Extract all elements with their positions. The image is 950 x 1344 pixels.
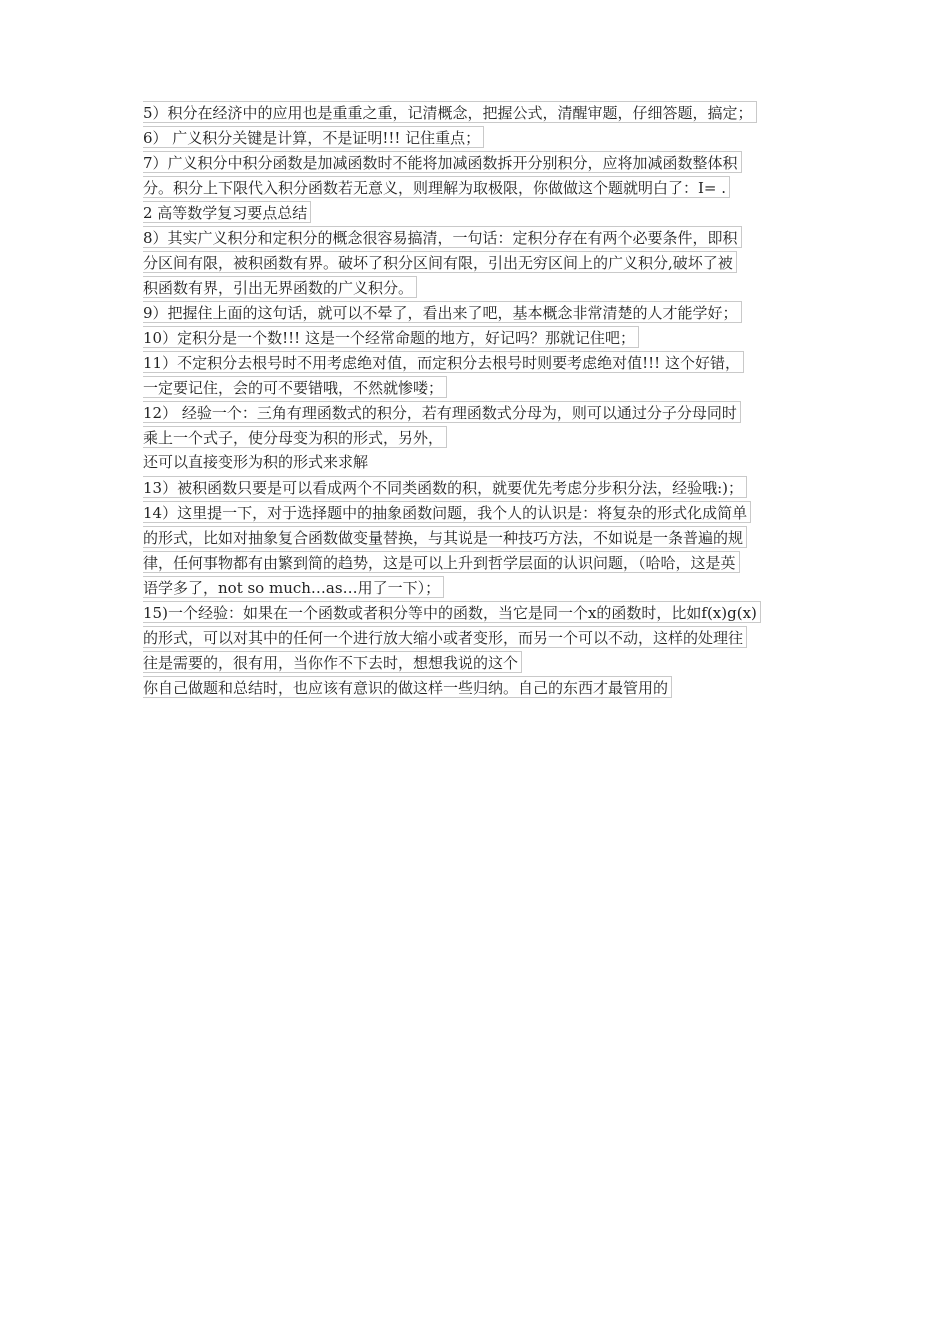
document-body xyxy=(143,101,813,701)
text-line-content: 13）被积函数只要是可以看成两个不同类函数的积，就要优先考虑分步积分法，经验哦:)； xyxy=(143,476,747,498)
text-line-content: 的形式，比如对抽象复合函数做变量替换，与其说是一种技巧方法，不如说是一条普遍的规 xyxy=(143,526,747,548)
text-line-content: 分。积分上下限代入积分函数若无意义，则理解为取极限，你做做这个题就明白了：I= . xyxy=(143,176,730,198)
text-line xyxy=(143,626,813,651)
text-line-content: 7）广义积分中积分函数是加减函数时不能将加减函数拆开分别积分，应将加减函数整体积 xyxy=(143,151,742,173)
text-line xyxy=(143,651,813,676)
text-line-content: 积函数有界，引出无界函数的广义积分。 xyxy=(143,276,417,298)
text-line-content: 语学多了，not so much…as…用了一下）； xyxy=(143,576,444,598)
text-line-content: 分区间有限，被积函数有界。破坏了积分区间有限，引出无穷区间上的广义积分,破坏了被 xyxy=(143,251,737,273)
text-line xyxy=(143,551,813,576)
text-line xyxy=(143,426,813,451)
text-line xyxy=(143,576,813,601)
text-line xyxy=(143,526,813,551)
text-line xyxy=(143,276,813,301)
text-line-content: 你自己做题和总结时，也应该有意识的做这样一些归纳。自己的东西才最管用的 xyxy=(143,676,672,698)
section-heading xyxy=(143,201,813,226)
text-line xyxy=(143,176,813,201)
text-line xyxy=(143,151,813,176)
text-line xyxy=(143,401,813,426)
section-heading-text: 2 高等数学复习要点总结 xyxy=(143,201,311,223)
text-line-content: 往是需要的，很有用，当你作不下去时，想想我说的这个 xyxy=(143,651,522,673)
text-line xyxy=(143,376,813,401)
text-line-content: 的形式，可以对其中的任何一个进行放大缩小或者变形，而另一个可以不动，这样的处理往 xyxy=(143,626,747,648)
text-line-content: 还可以直接变形为积的形式来求解 xyxy=(143,453,369,471)
text-line-content: 12） 经验一个：三角有理函数式的积分，若有理函数式分母为，则可以通过分子分母同时 xyxy=(143,401,741,423)
text-line-content: 15)一个经验：如果在一个函数或者积分等中的函数，当它是同一个x的函数时，比如f(x)g(x) xyxy=(143,601,761,623)
text-line-content: 乘上一个式子，使分母变为积的形式，另外， xyxy=(143,426,447,448)
text-line xyxy=(143,476,813,501)
text-line-content: 10）定积分是一个数!!! 这是一个经常命题的地方，好记吗？那就记住吧； xyxy=(143,326,639,348)
text-line xyxy=(143,676,813,701)
text-line xyxy=(143,101,813,126)
text-line xyxy=(143,251,813,276)
text-line-content: 5）积分在经济中的应用也是重重之重，记清概念，把握公式，清醒审题，仔细答题，搞定； xyxy=(143,101,757,123)
text-line-content: 6） 广义积分关键是计算，不是证明!!! 记住重点； xyxy=(143,126,484,148)
text-line-content: 11）不定积分去根号时不用考虑绝对值，而定积分去根号时则要考虑绝对值!!! 这个好错， xyxy=(143,351,744,373)
text-line xyxy=(143,301,813,326)
text-line xyxy=(143,501,813,526)
text-line-content: 14）这里提一下，对于选择题中的抽象函数问题，我个人的认识是：将复杂的形式化成简单 xyxy=(143,501,751,523)
text-line-content: 9）把握住上面的这句话，就可以不晕了，看出来了吧，基本概念非常清楚的人才能学好； xyxy=(143,301,742,323)
text-line-content: 8）其实广义积分和定积分的概念很容易搞清，一句话：定积分存在有两个必要条件，即积 xyxy=(143,226,742,248)
text-line xyxy=(143,326,813,351)
text-line xyxy=(143,351,813,376)
text-line xyxy=(143,126,813,151)
text-line xyxy=(143,451,813,476)
text-line-content: 律，任何事物都有由繁到简的趋势，这是可以上升到哲学层面的认识问题，（哈哈，这是英 xyxy=(143,551,740,573)
text-line-content: 一定要记住，会的可不要错哦，不然就惨喽； xyxy=(143,376,447,398)
text-line xyxy=(143,226,813,251)
text-line xyxy=(143,601,813,626)
